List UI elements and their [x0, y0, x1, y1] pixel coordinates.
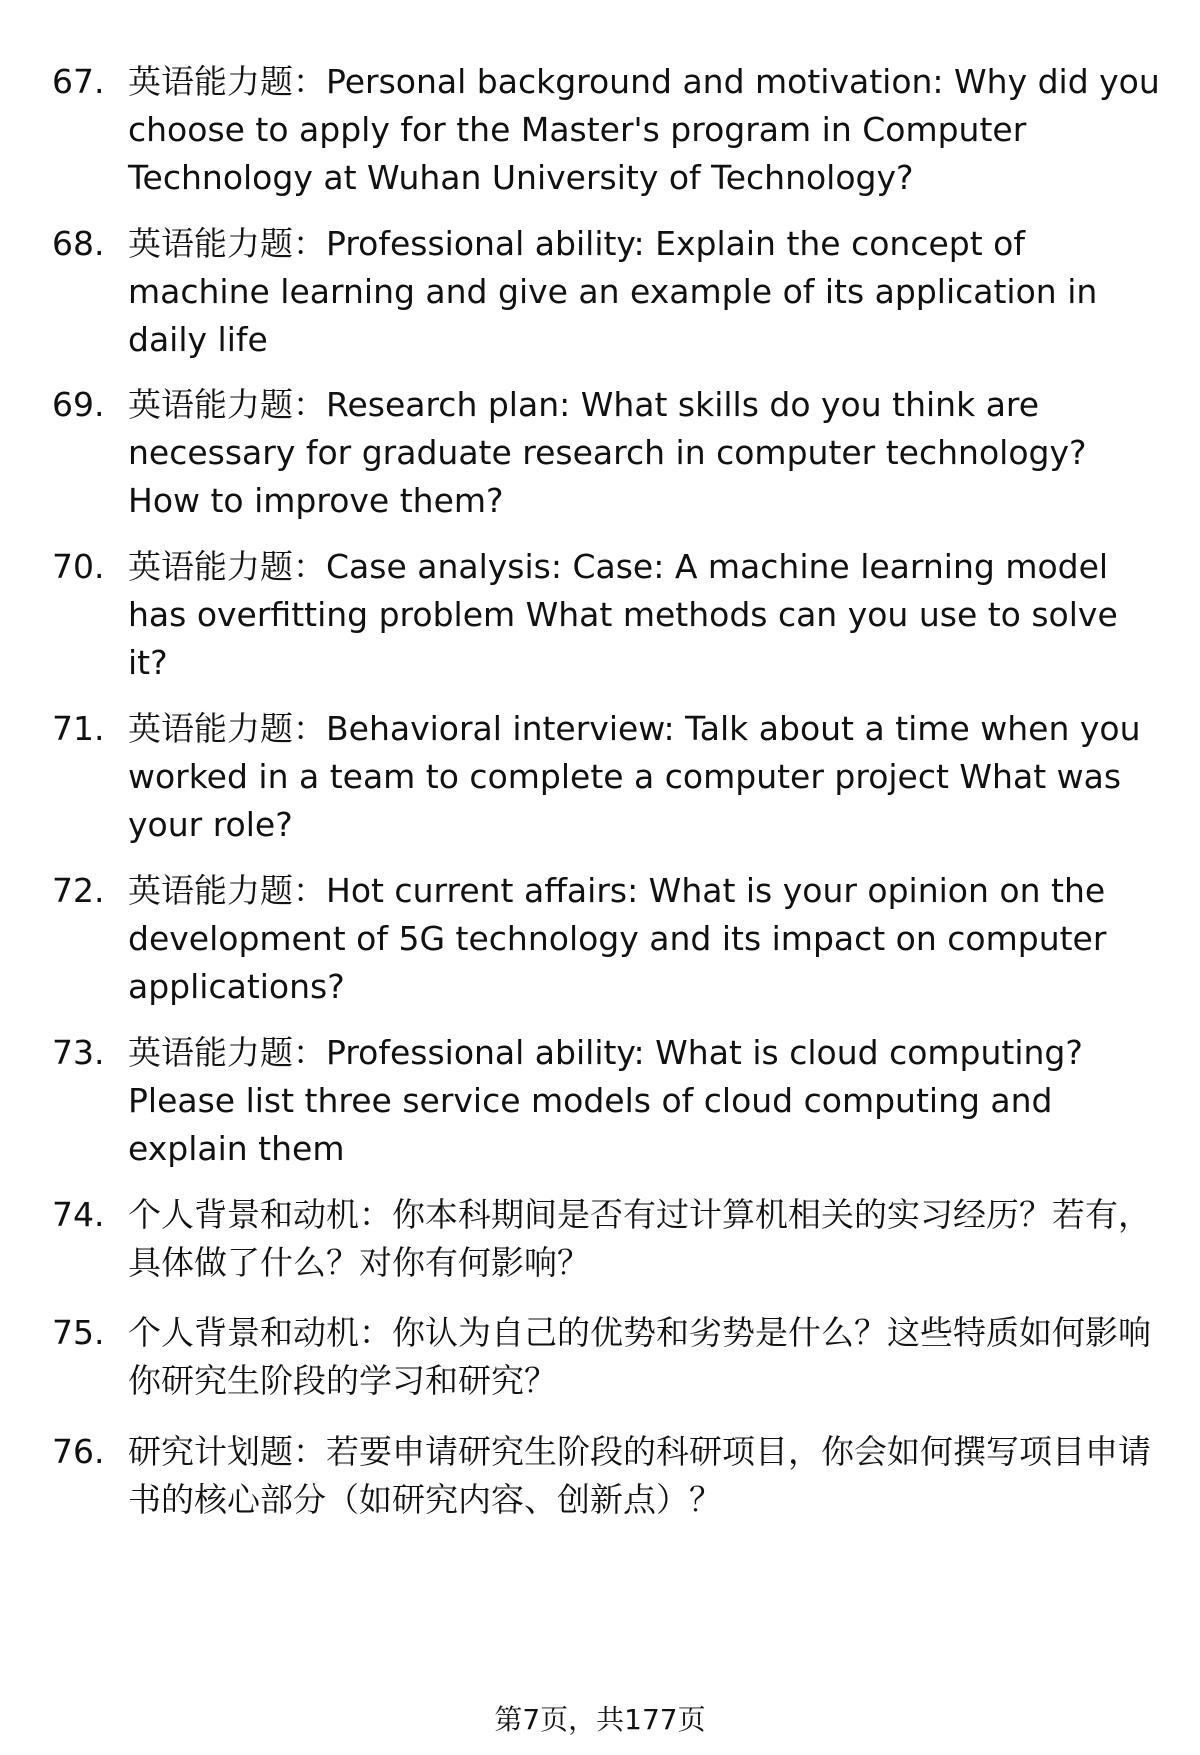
- question-text: 研究计划题：若要申请研究生阶段的科研项目，你会如何撰写项目申请书的核心部分（如研究内容、创新点）？: [128, 1432, 1151, 1519]
- question-item: [52, 58, 1162, 202]
- question-number: 74.: [52, 1195, 105, 1234]
- question-item: [52, 705, 1162, 849]
- question-text: 英语能力题：Professional ability: Explain the concept of machine learning and give an example of its application in daily life: [128, 224, 1098, 359]
- question-item: [52, 381, 1162, 525]
- question-number: 72.: [52, 871, 105, 910]
- question-item: [52, 1428, 1162, 1524]
- question-number: 76.: [52, 1432, 105, 1471]
- question-number: 70.: [52, 547, 105, 586]
- question-item: [52, 220, 1162, 364]
- page-number: 第7页，共177页: [494, 1703, 706, 1736]
- question-item: [52, 1191, 1162, 1287]
- question-number: 67.: [52, 62, 105, 101]
- question-number: 75.: [52, 1313, 105, 1352]
- question-text: 英语能力题：Research plan: What skills do you think are necessary for graduate research in computer technology? How to improve them?: [128, 385, 1087, 520]
- question-text: 英语能力题：Personal background and motivation: Why did you choose to apply for the Master's program in Computer Technology at Wuhan University of Technology?: [128, 62, 1160, 197]
- question-item: [52, 867, 1162, 1011]
- question-text: 英语能力题：Behavioral interview: Talk about a time when you worked in a team to complete a computer project What was your role?: [128, 709, 1141, 844]
- question-text: 英语能力题：Hot current affairs: What is your opinion on the development of 5G technology and its impact on computer applications?: [128, 871, 1107, 1006]
- question-item: [52, 1309, 1162, 1405]
- question-item: [52, 1029, 1162, 1173]
- question-text: 个人背景和动机：你本科期间是否有过计算机相关的实习经历？若有，具体做了什么？对你有何影响？: [128, 1195, 1151, 1282]
- question-number: 71.: [52, 709, 105, 748]
- question-number: 69.: [52, 385, 105, 424]
- question-number: 68.: [52, 224, 105, 263]
- question-item: [52, 543, 1162, 687]
- question-text: 英语能力题：Professional ability: What is cloud computing? Please list three service models of cloud computing and explain them: [128, 1033, 1083, 1168]
- question-number: 73.: [52, 1033, 105, 1072]
- question-text: 英语能力题：Case analysis: Case: A machine learning model has overfitting problem What methods can you use to solve it?: [128, 547, 1118, 682]
- question-text: 个人背景和动机：你认为自己的优势和劣势是什么？这些特质如何影响你研究生阶段的学习和研究？: [128, 1313, 1151, 1400]
